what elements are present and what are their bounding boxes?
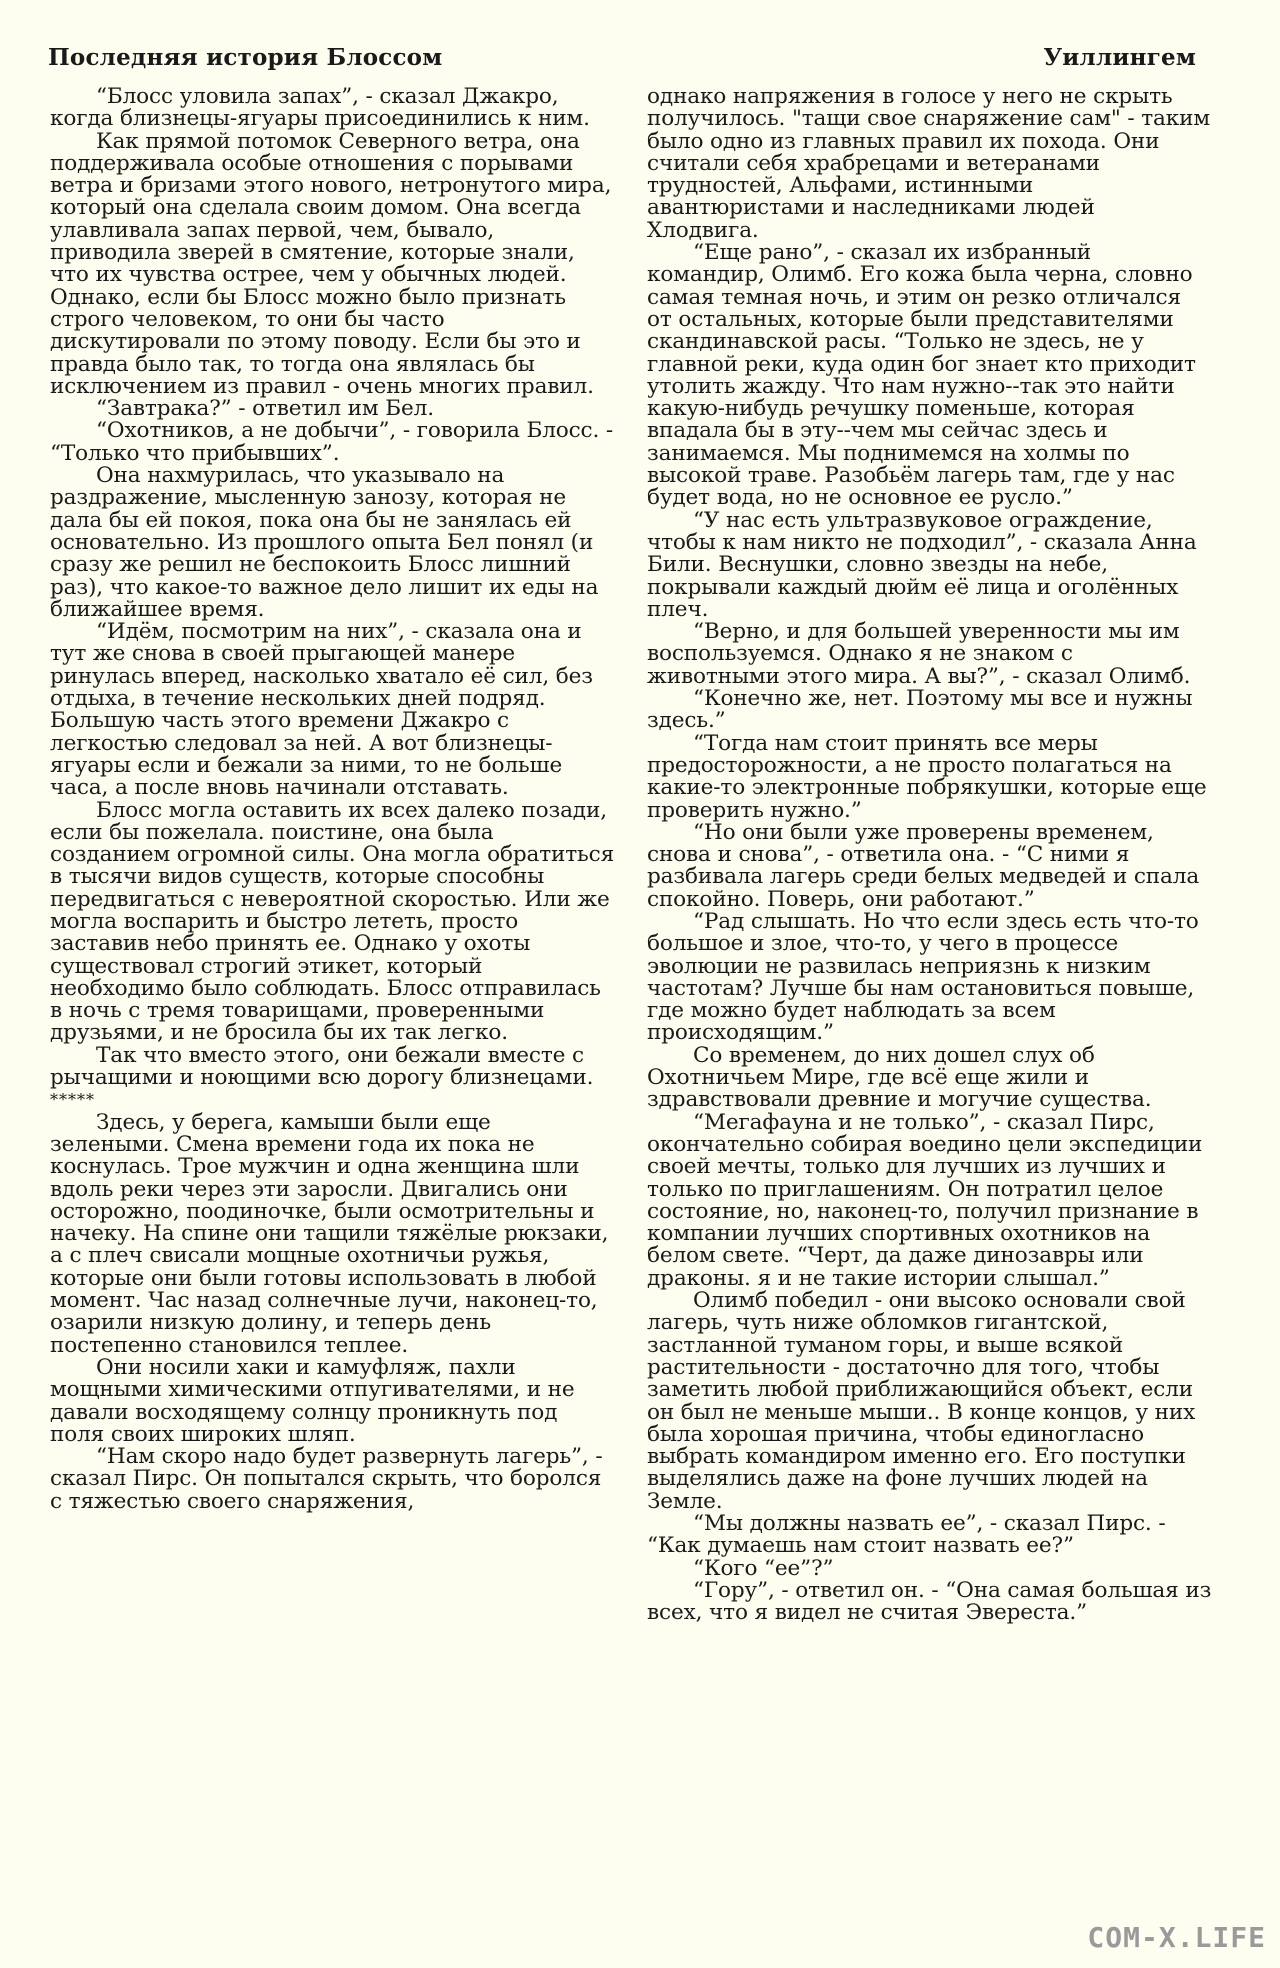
paragraph: “Кого “ее”?” bbox=[693, 1555, 834, 1581]
paragraph: “У нас есть ультразвуковое ограждение, чтобы к нам никто не подходил”, - сказала Анна Били. Веснушки, словно звезды на небе, покрывали каждый дюйм её лица и оголённых плеч. bbox=[647, 507, 1197, 622]
paragraph: Так что вместо этого, они бежали вместе с рычащими и ноющими всю дорогу близнецами. bbox=[50, 1042, 594, 1091]
paragraph: “Мы должны назвать ее”, - сказал Пирс. - “Как думаешь нам стоит назвать ее?” bbox=[647, 1511, 1166, 1559]
paragraph: “Охотников, а не добычи”, - говорила Блосс. - “Только что прибывших”. bbox=[50, 418, 614, 466]
left-text-column bbox=[50, 86, 615, 1513]
right-text-column bbox=[647, 86, 1212, 1624]
paragraph: “Нам скоро надо будет развернуть лагерь”, - сказал Пирс. Он попытался скрыть, что боролся с тяжестью своего снаряжения, bbox=[50, 1444, 603, 1514]
page-header bbox=[48, 44, 1196, 78]
paragraph: Как прямой потомок Северного ветра, она поддерживала особые отношения с порывами ветра и бризами этого нового, нетронутого мира, который она сделала своим домом. Она всегда улавливала запах первой, чем, бывало, приводила зверей в смятение, которые знали, что их чувства острее, чем у обычных людей. Однако, если бы Блосс можно было признать строго человеком, то они бы часто дискутировали по этому поводу. Если бы это и правда было так, то тогда она являлась бы исключением из правил - очень многих правил. bbox=[50, 128, 612, 399]
paragraph: “Еще рано”, - сказал их избранный командир, Олимб. Его кожа была черна, словно самая темная ночь, и этим он резко отличался от остальных, которые были представителями скандинавской расы. “Только не здесь, не у главной реки, куда один бог знает кто приходит утолить жажду. Что нам нужно--так это найти какую-нибудь речушку поменьше, которая впадала бы в эту--чем мы сейчас здесь и занимаемся. Мы поднимемся на холмы по высокой траве. Разобьём лагерь там, где у нас будет вода, но не основное ее русло.” bbox=[647, 240, 1196, 511]
paragraph: “Мегафауна и не только”, - сказал Пирс, окончательно собирая воедино цели экспедиции своей мечты, только для лучших из лучших и только по приглашениям. Он потратил целое состояние, но, наконец-то, получил признание в компании лучших спортивных охотников на белом свете. “Черт, да даже динозавры или драконы. я и не такие истории слышал.” bbox=[647, 1109, 1203, 1291]
paragraph: Со временем, до них дошел слух об Охотничьем Мире, где всё еще жили и здравствовали древние и могучие существа. bbox=[647, 1042, 1152, 1113]
paragraph: “Завтрака?” - ответил им Бел. bbox=[96, 396, 434, 422]
paragraph: “Верно, и для большей уверенности мы им воспользуемся. Однако я не знаком с животными этого мира. А вы?”, - сказал Олимб. bbox=[647, 619, 1191, 689]
paragraph: Они носили хаки и камуфляж, пахли мощными химическими отпугивателями, и не давали восходящему солнцу проникнуть под поля своих широких шляп. bbox=[50, 1354, 575, 1447]
story-title: Последняя история Блоссом bbox=[48, 44, 443, 71]
paragraph: “Рад слышать. Но что если здесь есть что-то большое и злое, что-то, у чего в процессе эволюции не развилась неприязнь к низким частотам? Лучше бы нам остановиться повыше, где можно будет наблюдать за всем происходящим.” bbox=[647, 908, 1199, 1046]
paragraph: “Идём, посмотрим на них”, - сказала она и тут же снова в своей прыгающей манере ринулась вперед, насколько хватало её сил, без отдыха, в течение нескольких дней подряд. Большую часть этого времени Джакро с легкостью следовал за ней. А вот близнецы-ягуары если и бежали за ними, то не больше часа, а после вновь начинали отставать. bbox=[50, 619, 593, 801]
paragraph: “Но они были уже проверены временем, снова и снова”, - ответила она. - “С ними я разбивала лагерь среди белых медведей и спала спокойно. Поверь, они работают.” bbox=[647, 819, 1200, 912]
paragraph: “Конечно же, нет. Поэтому мы все и нужны здесь.” bbox=[647, 686, 1193, 734]
author-name: Уиллингем bbox=[1043, 44, 1196, 71]
paragraph: Блосс могла оставить их всех далеко позади, если бы пожелала. поистине, она была созданием огромной силы. Она могла обратиться в тысячи видов существ, которые способны передвигаться с невероятной скоростью. Или же могла воспарить и быстро лететь, просто заставив небо принять ее. Однако у охоты существовал строгий этикет, который необходимо было соблюдать. Блосс отправилась в ночь с тремя товарищами, проверенными друзьями, и не бросила бы их так легко. bbox=[50, 797, 615, 1046]
section-separator: ***** bbox=[50, 1090, 95, 1110]
paragraph: Олимб победил - они высоко основали свой лагерь, чуть ниже обломков гигантской, застланной туманом горы, и выше всякой растительности - достаточно для того, чтобы заметить любой приближающийся объект, если он был не меньше мыши.. В конце концов, у них была хорошая причина, чтобы единогласно выбрать командиром именно его. Его поступки выделялись даже на фоне лучших людей на Земле. bbox=[647, 1288, 1196, 1514]
paragraph: Она нахмурилась, что указывало на раздражение, мысленную занозу, которая не дала бы ей покоя, пока она бы не занялась ей основательно. Из прошлого опыта Бел понял (и сразу же решил не беспокоить Блосс лишний раз), что какое-то важное дело лишит их еды на ближайшее время. bbox=[50, 463, 599, 622]
paragraph: “Гору”, - ответил он. - “Она самая большая из всех, что я видел не считая Эвереста.” bbox=[647, 1577, 1212, 1626]
paragraph: Здесь, у берега, камыши были еще зелеными. Смена времени года их пока не коснулась. Трое мужчин и одна женщина шли вдоль реки через эти заросли. Двигались они осторожно, поодиночке, были осмотрительны и начеку. На спине они тащили тяжёлые рюкзаки, а с плеч свисали мощные охотничьи ружья, которые они были готовы использовать в любой момент. Час назад солнечные лучи, наконец-то, озарили низкую долину, и теперь день постепенно становился теплее. bbox=[50, 1109, 609, 1358]
paragraph: “Блосс уловила запах”, - сказал Джакро, когда близнецы-ягуары присоединились к ним. bbox=[50, 84, 590, 132]
site-watermark: COM-X.LIFE bbox=[1087, 1921, 1266, 1954]
paragraph: “Тогда нам стоит принять все меры предосторожности, а не просто полагаться на какие-то электронные побрякушки, которые еще проверить нужно.” bbox=[647, 730, 1207, 823]
paragraph-continuation: однако напряжения в голосе у него не скрыть получилось. "тащи свое снаряжение сам" - таким было одно из главных правил их похода. Они считали себя храбрецами и ветеранами трудностей, Альфами, истинными авантюристами и наследниками людей Хлодвига. bbox=[647, 84, 1210, 243]
